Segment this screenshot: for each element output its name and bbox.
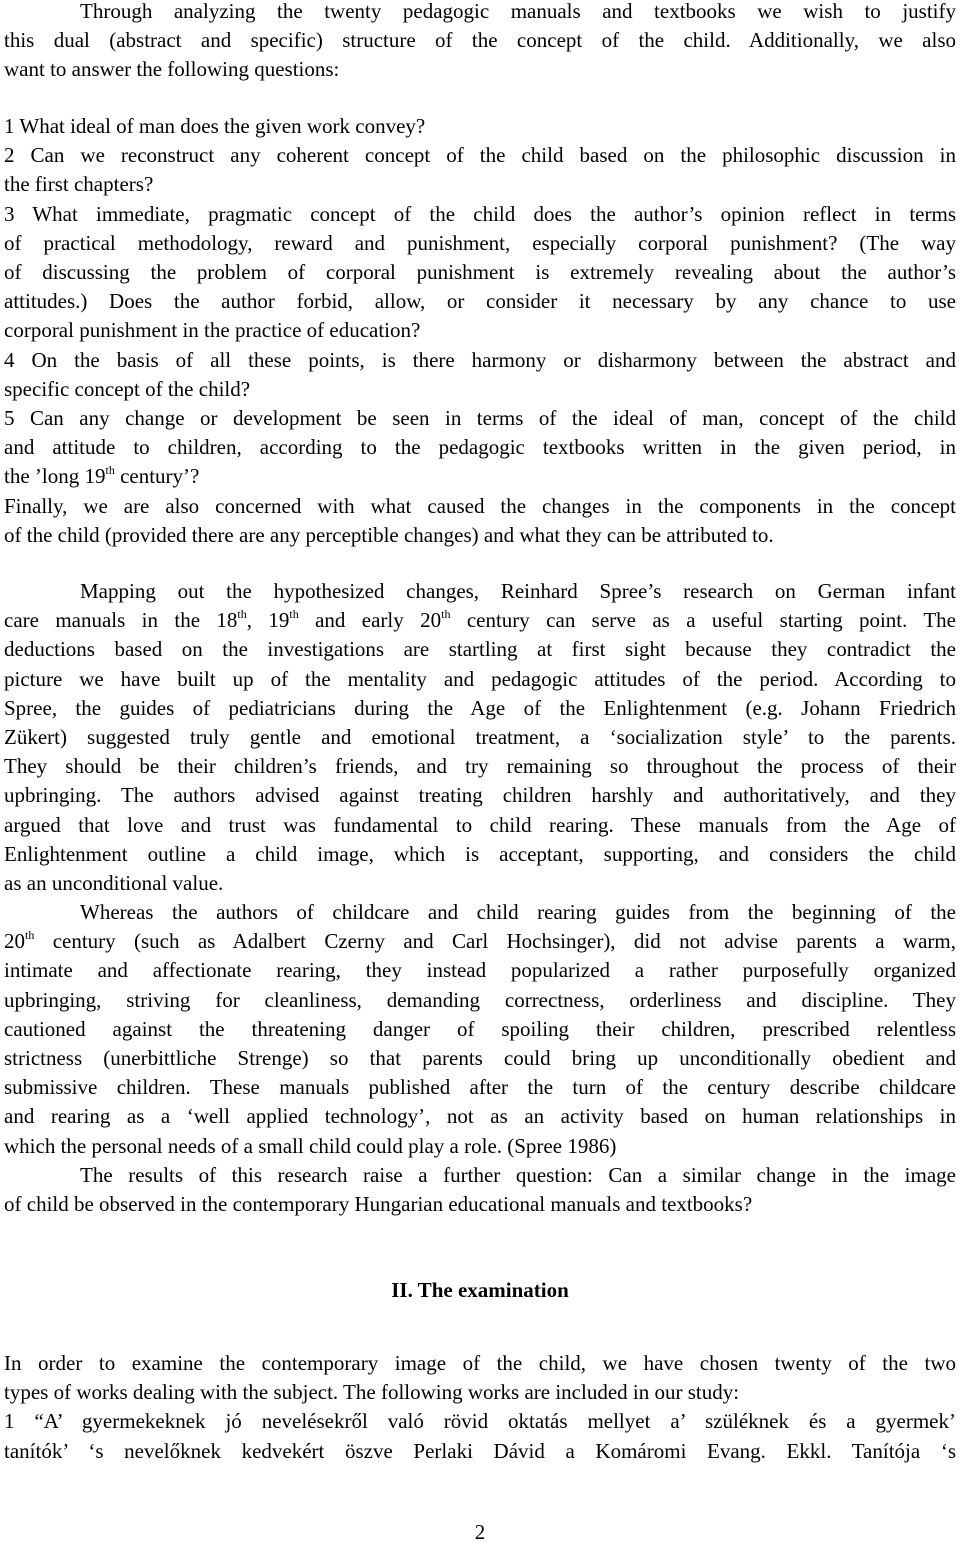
text-line: types of works dealing with the subject. The following works are included in our study: (4, 1380, 740, 1405)
text-line: upbringing. The authors advised against treating children harshly and authoritatively, and they (4, 783, 956, 808)
question-5-cont: and attitude to children, according to the pedagogic textbooks written in the given period, in (4, 435, 956, 460)
text-line: which the personal needs of a small child could play a role. (Spree 1986) (4, 1133, 617, 1158)
question-2-cont: the first chapters? (4, 172, 154, 197)
text-line: want to answer the following questions: (4, 57, 340, 82)
text-line: 20th century (such as Adalbert Czerny and Carl Hochsinger), did not advise parents a warm, (4, 928, 956, 954)
text-line: upbringing, striving for cleanliness, demanding correctness, orderliness and discipline. They (4, 987, 956, 1012)
question-4-cont: specific concept of the child? (4, 376, 251, 401)
question-3-cont: corporal punishment in the practice of education? (4, 318, 421, 343)
text-line: Spree, the guides of pediatricians during the Age of the Enlightenment (e.g. Johann Friedrich (4, 695, 956, 720)
intro-paragraph (4, 0, 956, 85)
text-line: submissive children. These manuals published after the turn of the century describe childcare (4, 1075, 956, 1100)
text-line: Enlightenment outline a child image, which is acceptant, supporting, and considers the child (4, 841, 956, 866)
text-line: Whereas the authors of childcare and child rearing guides from the beginning of the (80, 900, 956, 924)
text-line: They should be their children’s friends, and try remaining so throughout the process of their (4, 754, 956, 779)
question-2: 2 Can we reconstruct any coherent concept of the child based on the philosophic discussion in (4, 143, 956, 168)
text-line: Mapping out the hypothesized changes, Reinhard Spree’s research on German infant (80, 579, 956, 603)
text-line: The results of this research raise a further question: Can a similar change in the image (80, 1163, 956, 1187)
question-3: 3 What immediate, pragmatic concept of the child does the author’s opinion reflect in terms (4, 201, 956, 226)
question-5: 5 Can any change or development be seen in terms of the ideal of man, concept of the child (4, 406, 956, 431)
text-line: strictness (unerbittliche Strenge) so that parents could bring up unconditionally obedient and (4, 1046, 956, 1071)
text-line: Through analyzing the twenty pedagogic manuals and textbooks we wish to justify (80, 0, 956, 23)
whereas-paragraph (4, 898, 956, 1161)
text-line: picture we have built up of the mentality and pedagogic attitudes of the period. According to (4, 666, 956, 691)
text-line: as an unconditional value. (4, 871, 224, 896)
text-line: tanítók’ ‘s nevelőknek kedvekért öszve Perlaki Dávid a Komáromi Evang. Ekkl. Tanítója ‘s (4, 1438, 956, 1463)
question-5-last: the ’long 19th century’? (4, 463, 200, 489)
question-4: 4 On the basis of all these points, is there harmony or disharmony between the abstract and (4, 347, 956, 372)
text-line: this dual (abstract and specific) structure of the concept of the child. Additionally, we also (4, 28, 956, 53)
spree-paragraph (4, 577, 956, 898)
text-line: In order to examine the contemporary image of the child, we have chosen twenty of the two (4, 1351, 956, 1375)
question-3-cont: attitudes.) Does the author forbid, allow, or consider it necessary by any chance to use (4, 289, 956, 314)
text-line: and rearing as a ‘well applied technology’, not as an activity based on human relationships in (4, 1104, 956, 1129)
text-line: deductions based on the investigations are startling at first sight because they contradict the (4, 637, 956, 662)
examination-paragraph (4, 1349, 956, 1466)
text-line: argued that love and trust was fundamental to child rearing. These manuals from the Age of (4, 812, 956, 837)
text-line: Zükert) suggested truly gentle and emotional treatment, a ‘socialization style’ to the parents. (4, 725, 956, 750)
text-line: care manuals in the 18th, 19th and early 20th century can serve as a useful starting point. The (4, 607, 957, 633)
page-number: 2 (474, 1520, 486, 1544)
text-line: intimate and affectionate rearing, they instead popularized a rather purposefully organized (4, 958, 956, 983)
text-line: of child be observed in the contemporary Hungarian educational manuals and textbooks? (4, 1192, 753, 1217)
section-heading: II. The examination (391, 1278, 569, 1302)
text-line: cautioned against the threatening danger of spoiling their children, prescribed relentless (4, 1016, 956, 1041)
finally-line: of the child (provided there are any perceptible changes) and what they can be attributed to. (4, 522, 774, 547)
text-line: 1 “A’ gyermekeknek jó nevelésekről való rövid oktatás mellyet a’ szüléknek és a gyermek’ (4, 1409, 956, 1434)
question-1: 1 What ideal of man does the given work convey? (4, 114, 426, 138)
results-paragraph (4, 1161, 956, 1219)
finally-line: Finally, we are also concerned with what caused the changes in the components in the concept (4, 493, 956, 518)
question-3-cont: of practical methodology, reward and punishment, especially corporal punishment? (The way (4, 230, 956, 255)
question-3-cont: of discussing the problem of corporal punishment is extremely revealing about the author’s (4, 260, 956, 285)
questions-list (4, 112, 956, 550)
